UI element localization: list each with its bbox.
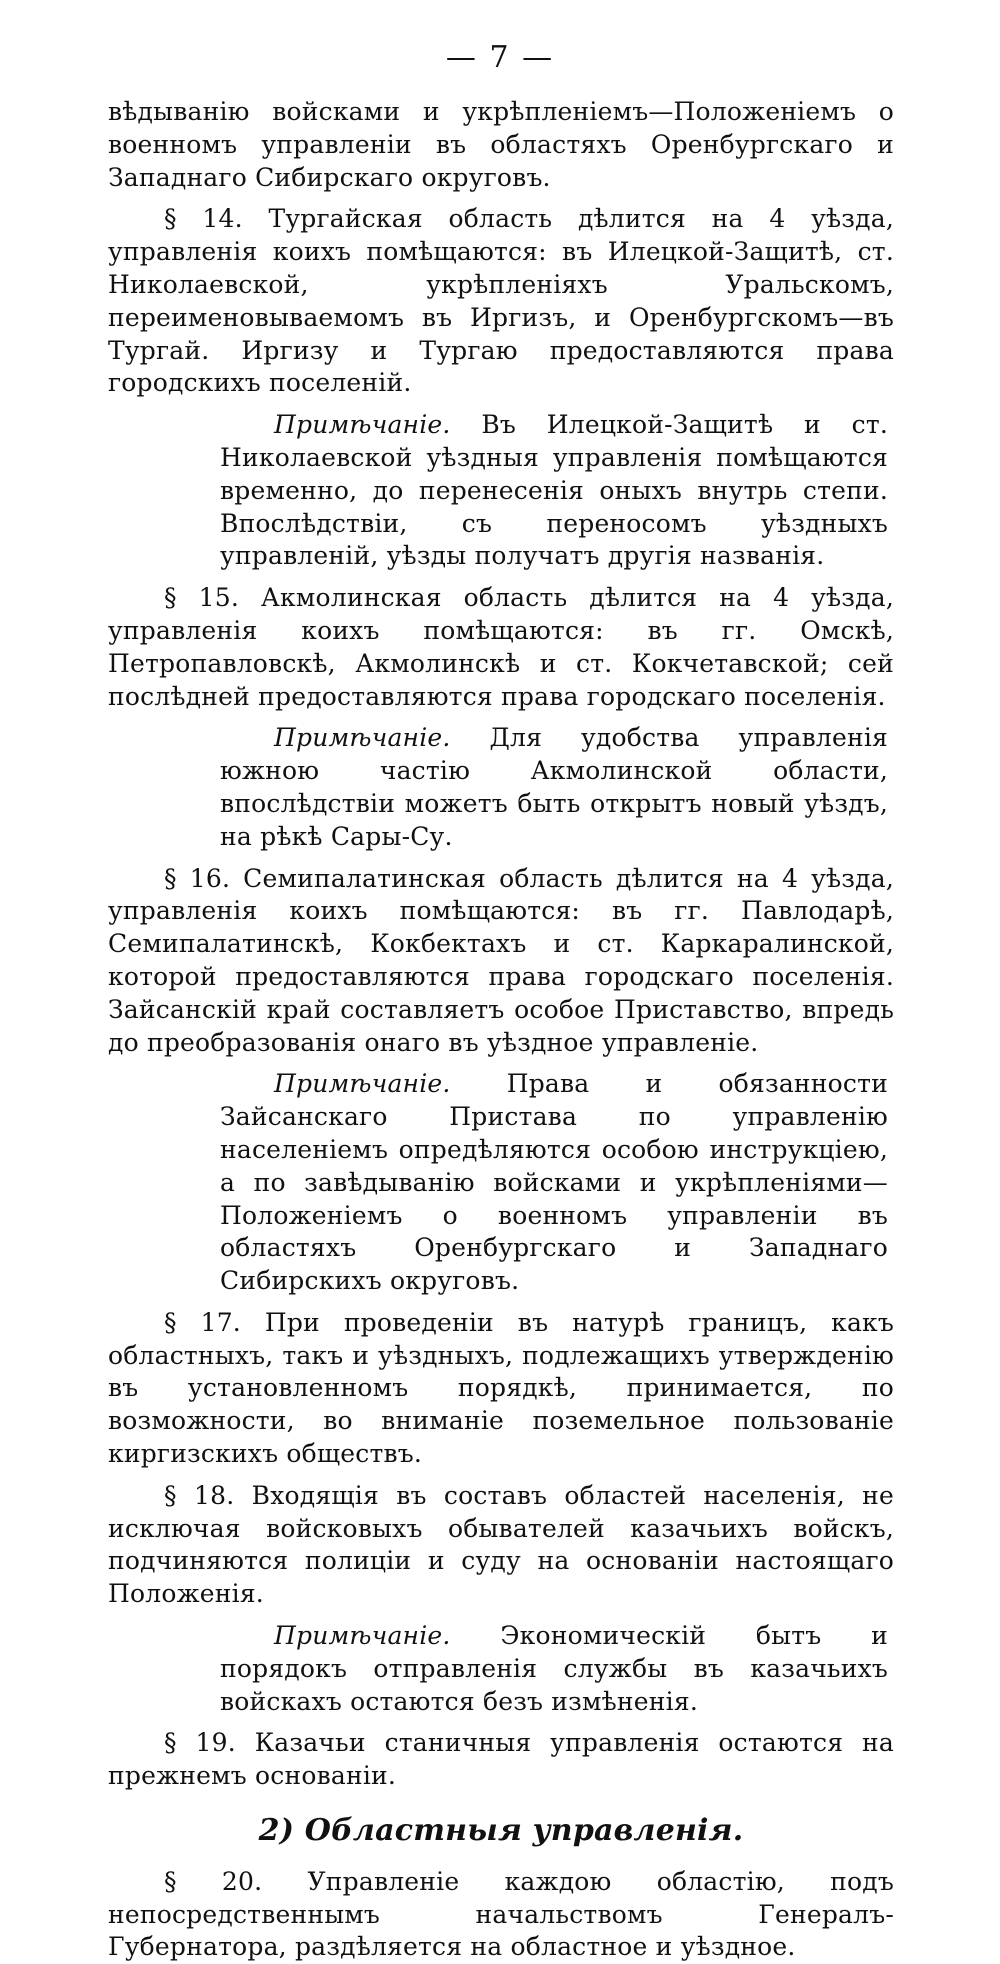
note-16 (220, 1068, 888, 1298)
note-15-text: Для удобства управленія южною частію Акмолинской области, впослѣдствіи можетъ быть открытъ новый уѣздъ, на рѣкѣ Сары-Су. (220, 723, 889, 851)
note-14-text: Въ Илецкой-Защитѣ и ст. Николаевской уѣздныя управленія помѣщаются временно, до перенесенія оныхъ внутрь степи. Впослѣдствіи, съ переносомъ уѣздныхъ управленій, уѣзды получатъ другія названія. (220, 410, 888, 571)
paragraph-16: § 16. Семипалатинская область дѣлится на 4 уѣзда, управленія коихъ помѣщаются: въ гг. Павлодарѣ, Семипалатинскѣ, Кокбектахъ и ст. Каркаралинской, которой предоставляются права городскаго поселенія. Зайсанскій край составляетъ особое Приставство, впредь до преобразованія онаго въ уѣздное управленіе. (108, 863, 894, 1057)
note-14 (220, 409, 888, 573)
note-15 (220, 722, 888, 853)
page-number: — 7 — (445, 40, 555, 75)
paragraph-18: § 18. Входящія въ составъ областей населенія, не исключая войсковыхъ обывателей казачьихъ войскъ, подчиняются полиціи и суду на основаніи настоящаго Положенія. (108, 1480, 894, 1609)
note-18-text: Экономическій бытъ и порядокъ отправленія службы въ казачьихъ войскахъ остаются безъ измѣненія. (220, 1621, 888, 1716)
note-14-label: Примѣчаніе. (274, 410, 451, 440)
note-16-label: Примѣчаніе. (274, 1069, 451, 1099)
note-16-text: Права и обязанности Зайсанскаго Пристава по управленію населеніемъ опредѣляются особою инструкціею, а по завѣдыванію войсками и укрѣпленіями—Положеніемъ о военномъ управленіи въ областяхъ Оренбургскаго и Западнаго Сибирскихъ округовъ. (220, 1069, 888, 1296)
note-18-label: Примѣчаніе. (274, 1621, 451, 1651)
paragraph-14: § 14. Тургайская область дѣлится на 4 уѣзда, управленія коихъ помѣщаются: въ Илецкой-Защитѣ, ст. Николаевской, укрѣпленіяхъ Уральскомъ, переименовываемомъ въ Иргизъ, и Оренбургскомъ—въ Тургай. Иргизу и Тургаю предоставляются права городскихъ поселеній. (108, 204, 894, 398)
paragraph-19: § 19. Казачьи станичныя управленія остаются на прежнемъ основаніи. (108, 1728, 894, 1791)
section-heading: 2) Областныя управленія. (258, 1813, 744, 1849)
paragraph-13-continuation: вѣдыванію войсками и укрѣпленіемъ—Положеніемъ о военномъ управленіи въ областяхъ Оренбургскаго и Западнаго Сибирскаго округовъ. (108, 97, 894, 192)
paragraph-17: § 17. При проведеніи въ натурѣ границъ, какъ областныхъ, такъ и уѣздныхъ, подлежащихъ утвержденію въ установленномъ порядкѣ, принимается, по возможности, во вниманіе поземельное пользованіе киргизскихъ обществъ. (108, 1307, 894, 1469)
paragraph-20: § 20. Управленіе каждою областію, подъ непосредственнымъ начальствомъ Генералъ-Губернатора, раздѣляется на областное и уѣздное. (108, 1866, 894, 1962)
page-body (108, 96, 894, 1964)
paragraph-15: § 15. Акмолинская область дѣлится на 4 уѣзда, управленія коихъ помѣщаются: въ гг. Омскѣ, Петропавловскѣ, Акмолинскѣ и ст. Кокчетавской; сей послѣдней предоставляются права городскаго поселенія. (108, 583, 894, 711)
note-18 (220, 1620, 888, 1718)
note-15-label: Примѣчаніе. (274, 723, 451, 753)
